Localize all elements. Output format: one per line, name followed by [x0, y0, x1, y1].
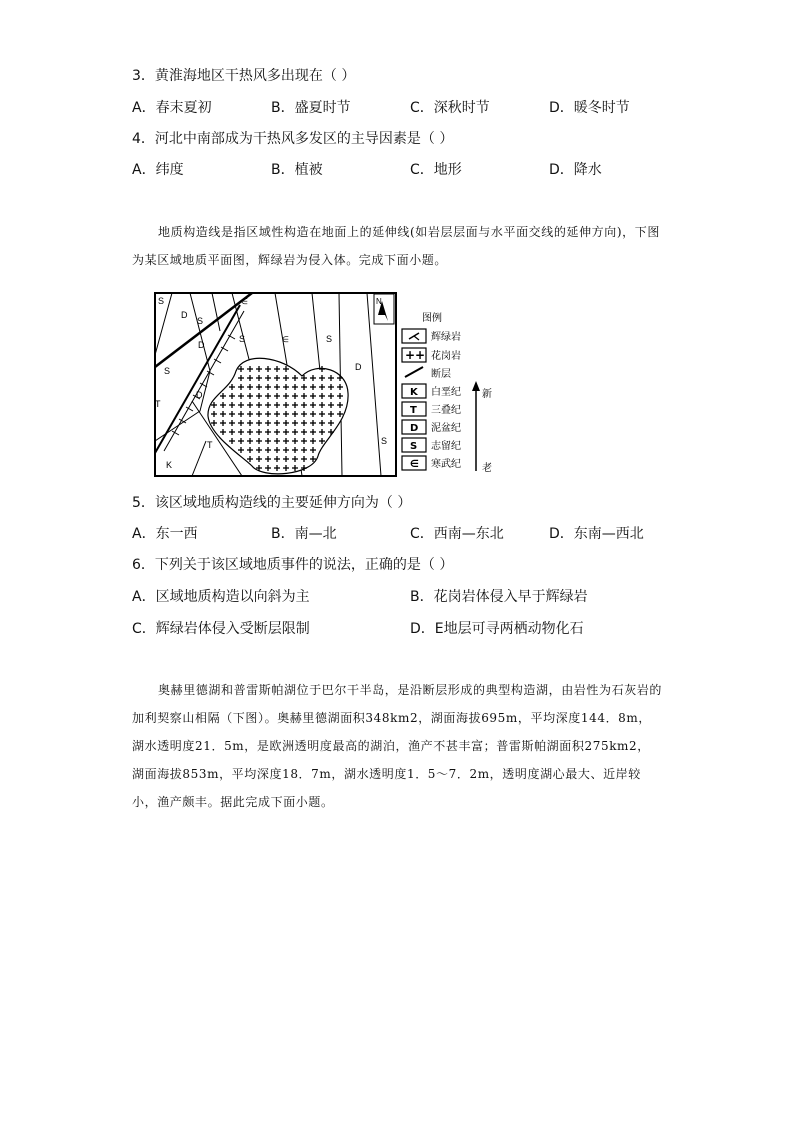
region-label: S	[197, 316, 204, 326]
question-5-option-c[interactable]: C．西南—东北	[410, 526, 504, 542]
question-3-option-c[interactable]: C．深秋时节	[410, 100, 490, 116]
question-4-option-b[interactable]: B．植被	[271, 162, 323, 178]
age-arrow	[472, 381, 492, 474]
question-5-option-b[interactable]: B．南—北	[271, 526, 337, 542]
question-4-option-a[interactable]: A．纬度	[132, 162, 184, 178]
region-label: S	[164, 366, 171, 376]
region-label: S	[158, 296, 165, 306]
geological-map	[152, 291, 502, 481]
region-label: S	[381, 436, 388, 446]
question-3-stem: 3．黄淮海地区干热风多出现在（ ）	[132, 68, 356, 84]
region-label: S	[326, 334, 333, 344]
svg-text:∈: ∈	[410, 459, 419, 470]
question-3-option-d[interactable]: D．暖冬时节	[549, 100, 630, 116]
svg-text:辉绿岩: 辉绿岩	[431, 332, 461, 343]
legend-item-devonian	[402, 420, 461, 434]
svg-text:D: D	[410, 423, 419, 434]
svg-text:S: S	[410, 441, 418, 452]
age-new-label: 新	[482, 389, 492, 400]
svg-text:K: K	[410, 387, 418, 398]
region-label: T	[155, 399, 161, 409]
region-label: T	[207, 440, 213, 450]
region-label: K	[166, 460, 173, 470]
question-5-option-d[interactable]: D．东南—西北	[549, 526, 644, 542]
question-6-stem: 6．下列关于该区域地质事件的说法，正确的是（ ）	[132, 557, 454, 573]
svg-text:N: N	[376, 297, 382, 306]
region-label: D	[198, 340, 205, 350]
svg-text:泥盆纪: 泥盆纪	[431, 423, 461, 434]
svg-text:白垩纪: 白垩纪	[431, 387, 461, 398]
question-6-option-c[interactable]: C．辉绿岩体侵入受断层限制	[132, 621, 310, 637]
passage-geology: 地质构造线是指区域性构造在地面上的延伸线(如岩层层面与水平面交线的延伸方向)，下图为某区域地质平面图，辉绿岩为侵入体。完成下面小题。	[132, 225, 660, 267]
region-label: ∈	[241, 297, 248, 306]
legend-item-triassic	[402, 402, 461, 416]
region-label: S	[239, 334, 246, 344]
legend-item-silurian	[402, 438, 461, 452]
question-3-option-a[interactable]: A．春末夏初	[132, 100, 212, 116]
legend-item-cambrian	[402, 456, 461, 470]
svg-text:断层: 断层	[431, 369, 451, 380]
region-label: D	[196, 390, 203, 400]
svg-text:志留纪: 志留纪	[431, 441, 461, 452]
legend-item-fault	[405, 367, 451, 380]
fault-swatch-icon	[405, 367, 423, 377]
passage-lakes: 奥赫里德湖和普雷斯帕湖位于巴尔干半岛，是沿断层形成的典型构造湖，由岩性为石灰岩的加利契察山相隔（下图）。奥赫里德湖面积348km2，湖面海拔695m，平均深度144．8m，湖水透明度21．5m，是欧洲透明度最高的湖泊，渔产不甚丰富；普雷斯帕湖面积275km2，湖面海拔853m，平均深度18．7m，湖水透明度1．5～7．2m，透明度湖心最大、近岸较小，渔产颇丰。据此完成下面小题。	[132, 683, 663, 809]
question-3-option-b[interactable]: B．盛夏时节	[271, 100, 351, 116]
region-label: D	[181, 310, 188, 320]
region-label: D	[355, 362, 362, 372]
legend-title: 图例	[422, 313, 442, 324]
question-5-stem: 5．该区域地质构造线的主要延伸方向为（ ）	[132, 495, 412, 511]
question-5-option-a[interactable]: A．东一西	[132, 526, 198, 542]
question-6-option-d[interactable]: D．E地层可寻两栖动物化石	[410, 621, 584, 637]
legend	[402, 311, 492, 474]
region-label: ∈	[282, 335, 289, 344]
question-6-option-b[interactable]: B．花岗岩体侵入早于辉绿岩	[410, 589, 588, 605]
svg-text:花岗岩: 花岗岩	[431, 351, 461, 362]
north-arrow-icon	[374, 294, 394, 324]
arrow-up-icon	[472, 381, 480, 391]
question-4-option-d[interactable]: D．降水	[549, 162, 602, 178]
legend-item-cretaceous	[402, 384, 461, 398]
svg-text:++: ++	[405, 348, 426, 362]
legend-item-granite	[402, 348, 461, 362]
legend-item-diabase	[402, 329, 461, 343]
svg-text:寒武纪: 寒武纪	[431, 459, 461, 470]
question-4-stem: 4．河北中南部成为干热风多发区的主导因素是（ ）	[132, 131, 454, 147]
svg-text:三叠纪: 三叠纪	[431, 405, 461, 416]
svg-text:T: T	[410, 405, 417, 416]
question-4-option-c[interactable]: C．地形	[410, 162, 462, 178]
age-old-label: 老	[482, 463, 492, 474]
question-6-option-a[interactable]: A．区域地质构造以向斜为主	[132, 589, 310, 605]
